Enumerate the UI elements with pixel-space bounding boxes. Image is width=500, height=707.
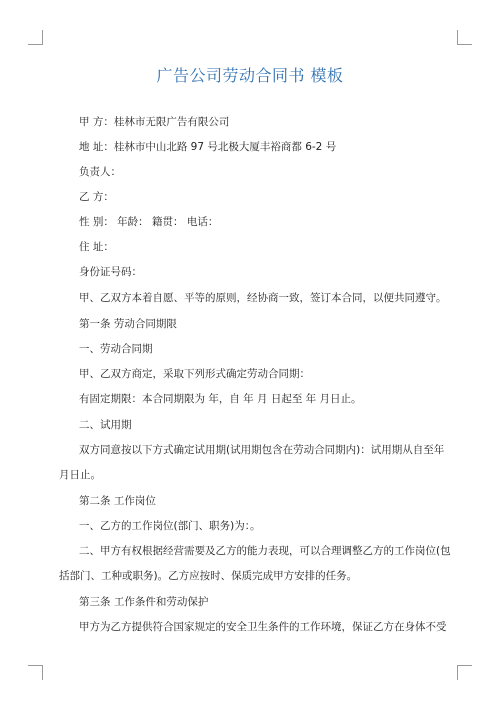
document-title: 广告公司劳动合同书 模板 xyxy=(156,66,344,85)
personal-info-line: 性 别： 年龄： 籍贯： 电话： xyxy=(79,216,219,228)
party-b-line: 乙 方： xyxy=(79,191,114,203)
crop-mark-top-left xyxy=(28,30,43,45)
contract-term-paragraph: 甲、乙双方商定，采取下列形式确定劳动合同期： xyxy=(79,368,310,380)
address-line: 地 址：桂林市中山北路 97 号北极大厦丰裕商都 6-2 号 xyxy=(79,141,337,153)
probation-subheading: 二、试用期 xyxy=(79,419,132,431)
position-paragraph: 一、乙方的工作岗位(部门、职务)为：。 xyxy=(79,520,261,532)
probation-paragraph-line-1: 双方同意按以下方式确定试用期(试用期包含在劳动合同期内)：试用期从自至年 xyxy=(79,444,445,456)
adjustment-paragraph-line-2: 括部门、工种或职务)。乙方应按时、保质完成甲方安排的任务。 xyxy=(59,570,358,582)
crop-mark-bottom-left xyxy=(28,665,43,680)
preamble-paragraph: 甲、乙双方本着自愿、平等的原则，经协商一致，签订本合同，以便共同遵守。 xyxy=(79,292,447,304)
adjustment-paragraph-line-1: 二、甲方有权根据经营需要及乙方的能力表现，可以合理调整乙方的工作岗位(包 xyxy=(79,545,451,557)
residence-line: 住 址： xyxy=(79,241,114,253)
representative-line: 负责人： xyxy=(79,166,121,178)
party-a-line: 甲 方：桂林市无限广告有限公司 xyxy=(79,116,230,128)
crop-mark-bottom-right xyxy=(457,665,472,680)
contract-term-subheading: 一、劳动合同期 xyxy=(79,343,153,355)
article-1-heading: 第一条 劳动合同期限 xyxy=(79,318,177,330)
article-2-heading: 第二条 工作岗位 xyxy=(79,495,156,507)
probation-paragraph-line-2: 月日止。 xyxy=(59,469,101,481)
crop-mark-top-right xyxy=(457,30,472,45)
fixed-term-paragraph: 有固定期限：本合同期限为 年，自 年 月 日起至 年 月日止。 xyxy=(79,393,362,405)
id-number-line: 身份证号码： xyxy=(79,266,142,278)
working-conditions-paragraph: 甲方为乙方提供符合国家规定的安全卫生条件的工作环境，保证乙方在身体不受 xyxy=(79,621,447,633)
article-3-heading: 第三条 工作条件和劳动保护 xyxy=(79,596,209,608)
